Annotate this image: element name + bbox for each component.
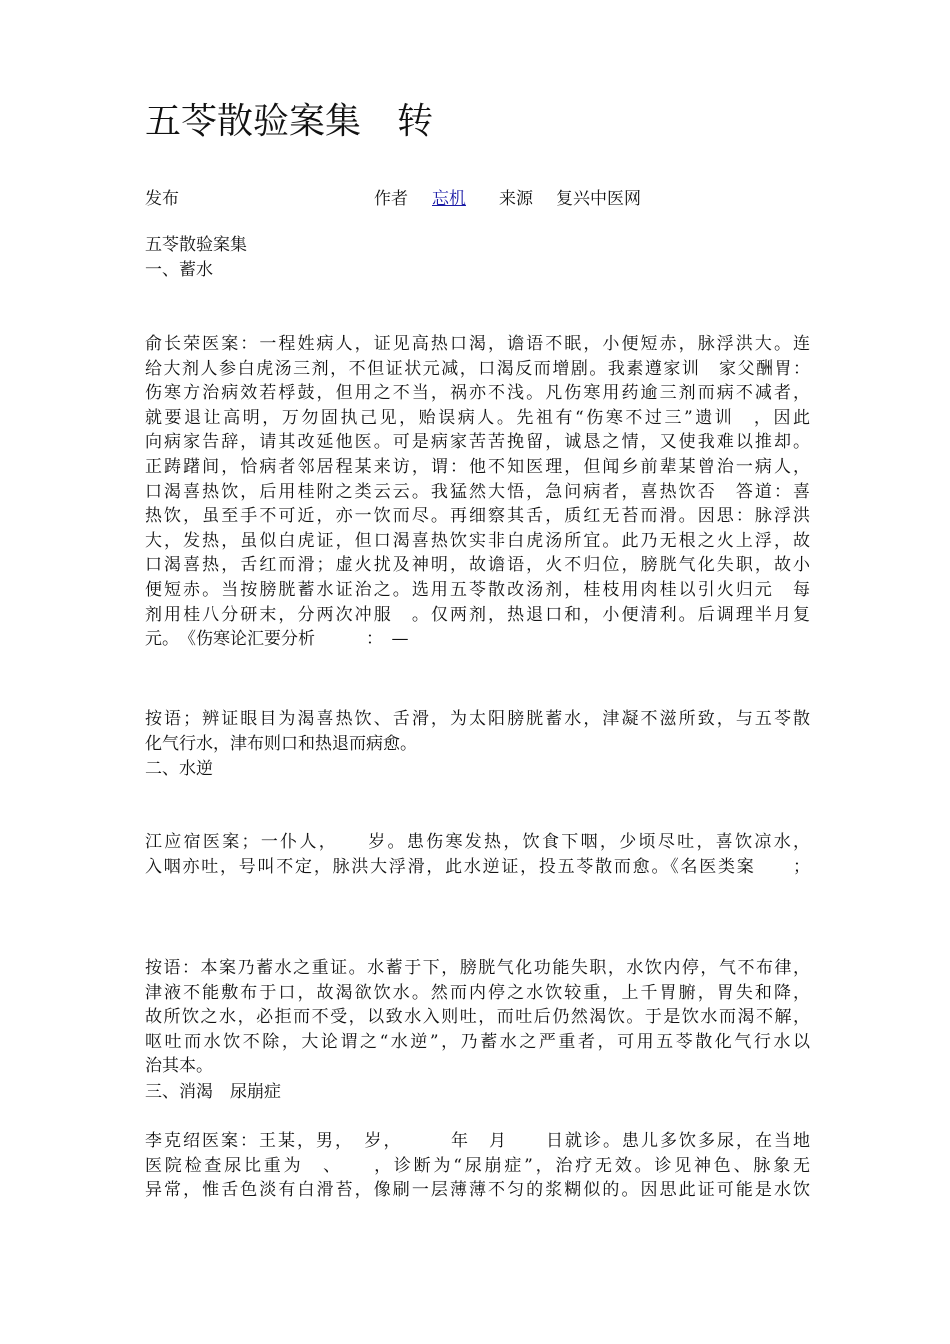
note-paragraph-1	[145, 707, 810, 756]
text-line: 入咽亦吐，号叫不定，脉洪大浮滑，此水逆证，投五苓散而愈。《名医类案 ；	[145, 856, 810, 877]
case-paragraph-1	[145, 332, 810, 652]
section-heading-1: 一、蓄水	[145, 260, 213, 280]
text-line: 口渴喜热，舌红而滑；虚火扰及神明，故谵语，火不归位，膀胱气化失职，故小	[145, 555, 810, 576]
published-label: 发布	[145, 189, 179, 209]
section-heading-2: 二、水逆	[145, 759, 213, 779]
case-paragraph-3	[145, 1129, 810, 1203]
text-line: 元。 《伤寒论汇要分析 ： —	[145, 629, 409, 650]
text-line: 异常，惟舌色淡有白滑苔，像刷一层薄薄不匀的浆糊似的。因思此证可能是水饮	[145, 1180, 810, 1201]
document-title: 五苓散验案集 转	[145, 101, 434, 142]
case-paragraph-2	[145, 830, 810, 879]
section-heading-3: 三、消渴 尿崩症	[145, 1082, 281, 1102]
text-line: 热饮，虽至手不可近，亦一饮而尽。再细察其舌，质红无苔而滑。因思：脉浮洪	[145, 506, 810, 527]
text-line: 医院检查尿比重为 、 ，诊断为“尿崩症”，治疗无效。诊见神色、脉象无	[145, 1155, 810, 1176]
text-line: 大，发热，虽似白虎证，但口渴喜热饮实非白虎汤所宜。此乃无根之火上浮，故	[145, 530, 810, 551]
text-line: 便短赤。当按膀胱蓄水证治之。选用五苓散改汤剂，桂枝用肉桂以引火归元 每	[145, 579, 810, 600]
text-line: 正踌躇间，恰病者邻居程某来访，谓：他不知医理，但闻乡前辈某曾治一病人，	[145, 456, 810, 477]
text-line: 按语：本案乃蓄水之重证。水蓄于下，膀胱气化功能失职，水饮内停，气不布律，	[145, 958, 810, 978]
text-line: 向病家告辞，请其改延他医。可是病家苦苦挽留，诚恳之情，又使我难以推却。	[145, 432, 810, 453]
text-line: 呕吐而水饮不除，大论谓之“水逆”，乃蓄水之严重者，可用五苓散化气行水以	[145, 1031, 810, 1052]
collection-title: 五苓散验案集	[145, 235, 247, 255]
text-line: 就要退让高明，万勿固执己见，贻误病人。先祖有“伤寒不过三”遗训 ，因此	[145, 407, 810, 428]
author-label: 作者	[374, 189, 408, 209]
text-line: 剂用桂八分研末，分两次冲服 。仅两剂，热退口和，小便清利。后调理半月复	[145, 604, 810, 625]
text-line: 按语；辨证眼目为渴喜热饮、舌滑，为太阳膀胱蓄水，津凝不滋所致，与五苓散	[145, 709, 810, 729]
author-name-link[interactable]: 忘机	[432, 189, 466, 209]
text-line: 李克绍医案：王某，男， 岁， 年 月 日就诊。患儿多饮多尿，在当地	[145, 1131, 810, 1151]
source-label: 来源	[499, 189, 533, 209]
text-line: 津液不能敷布于口，故渴欲饮水。然而内停之水饮较重，上千胃腑，胃失和降，	[145, 982, 810, 1003]
text-line: 给大剂人参白虎汤三剂，不但证状元减，口渴反而增剧。我素遵家训 家父酬胃：	[145, 358, 810, 379]
text-line: 口渴喜热饮，后用桂附之类云云。我猛然大悟，急问病者，喜热饮否 答道：喜	[145, 481, 810, 502]
text-line: 江应宿医案；一仆人， 岁。患伤寒发热，饮食下咽，少顷尽吐，喜饮凉水，	[145, 832, 810, 852]
note-paragraph-2	[145, 956, 810, 1079]
author-link[interactable]	[432, 186, 466, 212]
text-line: 故所饮之水，必拒而不受，以致水入则吐，而吐后仍然渴饮。于是饮水而渴不解，	[145, 1007, 810, 1028]
text-line: 俞长荣医案：一程姓病人，证见高热口渴，谵语不眠，小便短赤，脉浮洪大。连	[145, 334, 810, 354]
text-line: 化气行水，津布则口和热退而病愈。	[145, 733, 417, 754]
text-line: 治其本。	[145, 1056, 213, 1077]
source-name: 复兴中医网	[556, 189, 641, 209]
text-line: 伤寒方治病效若桴鼓，但用之不当，祸亦不浅。凡伤寒用药逾三剂而病不减者，	[145, 383, 810, 404]
